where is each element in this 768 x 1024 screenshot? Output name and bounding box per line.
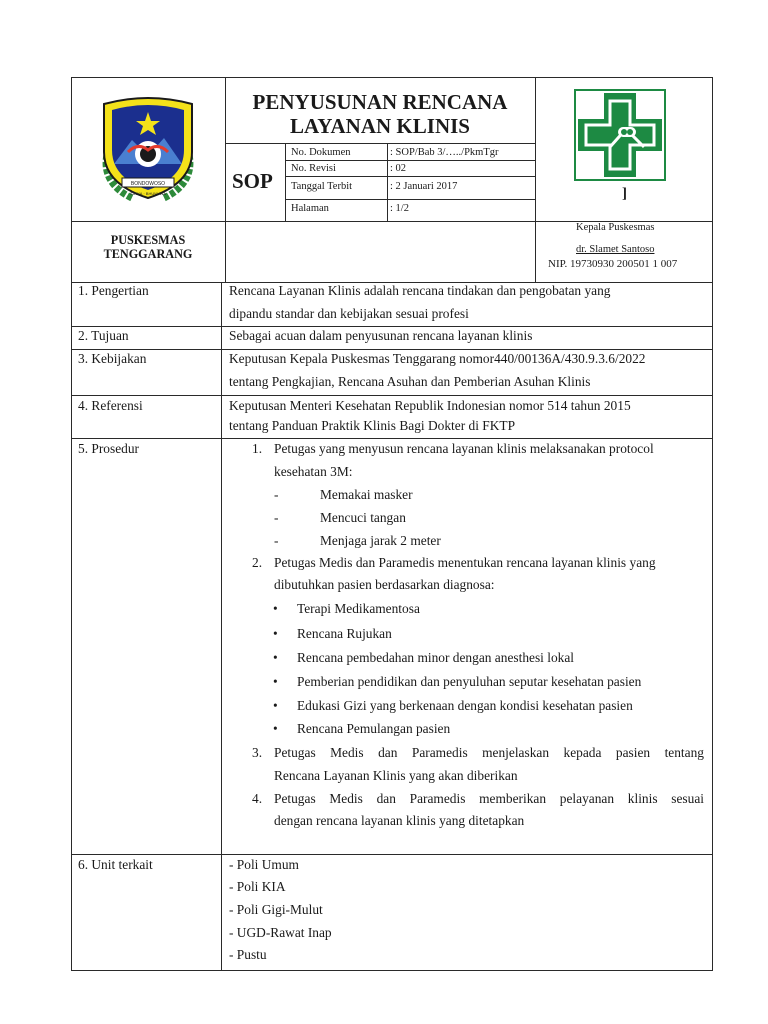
bullet-item: Rencana Rujukan bbox=[297, 626, 392, 641]
step-number: 2. bbox=[252, 555, 263, 570]
meta-value: : SOP/Bab 3/…../PkmTgr bbox=[390, 147, 499, 158]
step-text: dengan rencana layanan klinis yang ditetapkan bbox=[274, 813, 525, 828]
page-title bbox=[225, 90, 535, 138]
section-label-referensi: 4. Referensi bbox=[78, 398, 143, 413]
meta-value: : 02 bbox=[390, 163, 407, 174]
divider bbox=[225, 143, 535, 144]
approver-name: dr. Slamet Santoso bbox=[576, 244, 655, 255]
bullet-item: Edukasi Gizi yang berkenaan dengan kondisi kesehatan pasien bbox=[297, 698, 633, 713]
emblem-motto-text: BONDOWOSO bbox=[130, 181, 166, 187]
bullet-item: Pemberian pendidikan dan penyuluhan seputar kesehatan pasien bbox=[297, 674, 642, 689]
step-text: Petugas Medis dan Paramedis menjelaskan kepada pasien tentang bbox=[274, 745, 704, 760]
unit-item: - Poli Umum bbox=[229, 857, 299, 872]
dash-marker: - bbox=[274, 533, 279, 548]
step-text: Petugas yang menyusun rencana layanan klinis melaksanakan protocol bbox=[274, 441, 654, 456]
pengertian-text: Rencana Layanan Klinis adalah rencana tindakan dan pengobatan yang bbox=[229, 283, 611, 298]
title-line: PENYUSUNAN RENCANA bbox=[252, 90, 508, 114]
step-text: dibutuhkan pasien berdasarkan diagnosa: bbox=[274, 577, 495, 592]
bullet-dot-icon: • bbox=[273, 698, 278, 713]
divider bbox=[221, 282, 222, 971]
dash-item: Memakai masker bbox=[320, 487, 413, 502]
referensi-text: tentang Panduan Praktik Klinis Bagi Dokter di FKTP bbox=[229, 418, 516, 433]
pengertian-text: dipandu standar dan kebijakan sesuai profesi bbox=[229, 306, 469, 321]
section-label-tujuan: 2. Tujuan bbox=[78, 328, 129, 343]
divider bbox=[285, 199, 535, 200]
approver-nip: NIP. 19730930 200501 1 007 bbox=[548, 258, 678, 270]
section-label-unit: 6. Unit terkait bbox=[78, 857, 153, 872]
unit-item: - Pustu bbox=[229, 947, 267, 962]
emblem-motto-text: SATYA · BHUWANA bbox=[129, 191, 167, 196]
bullet-dot-icon: • bbox=[273, 674, 278, 689]
step-number: 4. bbox=[252, 791, 263, 806]
bullet-item: Terapi Medikamentosa bbox=[297, 601, 420, 616]
divider bbox=[535, 77, 536, 283]
bullet-dot-icon: • bbox=[273, 601, 278, 616]
divider bbox=[71, 854, 713, 855]
meta-value: : 1/2 bbox=[390, 203, 409, 214]
step-text: Petugas Medis dan Paramedis memberikan pelayanan klinis sesuai bbox=[274, 791, 704, 806]
bullet-item: Rencana Pemulangan pasien bbox=[297, 721, 451, 736]
regional-emblem-logo bbox=[92, 94, 204, 206]
divider bbox=[71, 395, 713, 396]
kebijakan-text: Keputusan Kepala Puskesmas Tenggarang nomor440/00136A/430.9.3.6/2022 bbox=[229, 351, 646, 366]
meta-label: No. Revisi bbox=[291, 163, 336, 174]
divider bbox=[285, 143, 286, 221]
sop-label: SOP bbox=[232, 169, 273, 193]
step-text: Rencana Layanan Klinis yang akan diberikan bbox=[274, 768, 518, 783]
bullet-dot-icon: • bbox=[273, 626, 278, 641]
unit-item: - Poli KIA bbox=[229, 879, 286, 894]
kebijakan-text: tentang Pengkajian, Rencana Asuhan dan Pemberian Asuhan Klinis bbox=[229, 374, 591, 389]
section-label-kebijakan: 3. Kebijakan bbox=[78, 351, 147, 366]
meta-label: No. Dokumen bbox=[291, 147, 351, 158]
divider bbox=[387, 143, 388, 221]
unit-item: - UGD-Rawat Inap bbox=[229, 925, 332, 940]
tujuan-text: Sebagai acuan dalam penyusunan rencana layanan klinis bbox=[229, 328, 533, 343]
unit-item: - Poli Gigi-Mulut bbox=[229, 902, 323, 917]
divider bbox=[285, 160, 535, 161]
divider bbox=[285, 176, 535, 177]
dash-marker: - bbox=[274, 487, 279, 502]
meta-label: Tanggal Terbit bbox=[291, 181, 353, 192]
dash-item: Menjaga jarak 2 meter bbox=[320, 533, 441, 548]
step-number: 1. bbox=[252, 441, 263, 456]
org-name bbox=[71, 233, 225, 261]
meta-label: Halaman bbox=[291, 203, 329, 214]
divider bbox=[71, 326, 713, 327]
divider bbox=[71, 349, 713, 350]
meta-value: : 2 Januari 2017 bbox=[390, 181, 458, 192]
step-number: 3. bbox=[252, 745, 263, 760]
dash-item: Mencuci tangan bbox=[320, 510, 406, 525]
bullet-item: Rencana pembedahan minor dengan anesthesi lokal bbox=[297, 650, 575, 665]
side-mark: ] bbox=[622, 186, 627, 202]
bullet-dot-icon: • bbox=[273, 721, 278, 736]
step-text: kesehatan 3M: bbox=[274, 464, 353, 479]
divider bbox=[71, 438, 713, 439]
org-line: PUSKESMAS bbox=[110, 233, 186, 247]
puskesmas-logo bbox=[574, 89, 666, 181]
dash-marker: - bbox=[274, 510, 279, 525]
title-line: LAYANAN KLINIS bbox=[290, 114, 470, 138]
section-label-pengertian: 1. Pengertian bbox=[78, 283, 149, 298]
referensi-text: Keputusan Menteri Kesehatan Republik Indonesian nomor 514 tahun 2015 bbox=[229, 398, 631, 413]
step-text: Petugas Medis dan Paramedis menentukan rencana layanan klinis yang bbox=[274, 555, 656, 570]
bullet-dot-icon: • bbox=[273, 650, 278, 665]
section-label-prosedur: 5. Prosedur bbox=[78, 441, 139, 456]
org-line: TENGGARANG bbox=[103, 247, 193, 261]
approver-title: Kepala Puskesmas bbox=[576, 222, 655, 233]
